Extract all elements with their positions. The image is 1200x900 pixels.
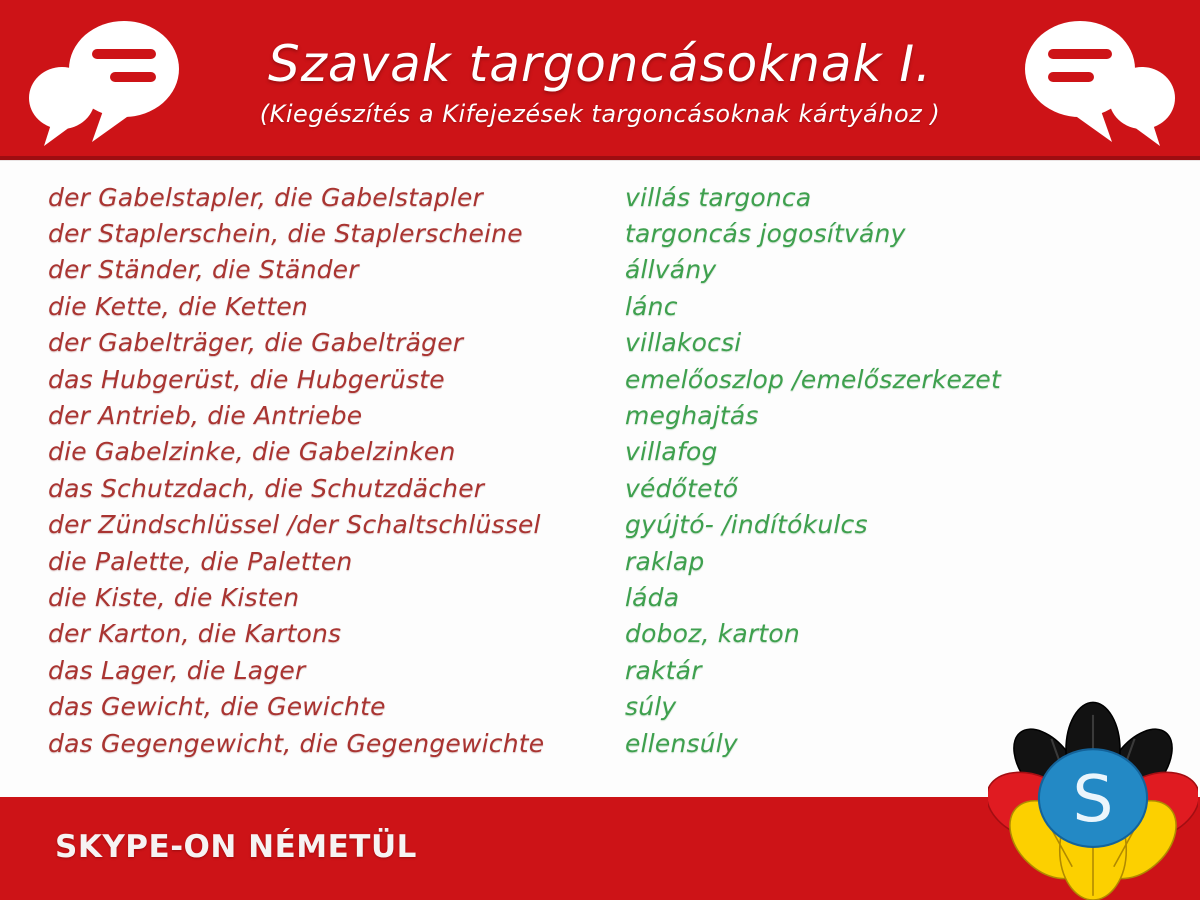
hungarian-translation: láda xyxy=(625,582,680,612)
german-term: der Gabelträger, die Gabelträger xyxy=(48,328,464,358)
german-term: das Hubgerüst, die Hubgerüste xyxy=(48,364,445,394)
vocab-row xyxy=(48,470,1200,506)
chat-bubbles-icon-mirrored xyxy=(1017,16,1182,148)
vocab-row xyxy=(48,434,1200,470)
hungarian-translation: villakocsi xyxy=(625,328,742,358)
chat-bubbles-icon xyxy=(22,16,187,148)
german-term: der Karton, die Kartons xyxy=(48,619,342,649)
german-term: die Kiste, die Kisten xyxy=(48,582,300,612)
hungarian-translation: meghajtás xyxy=(625,401,759,431)
skype-s-letter: S xyxy=(1072,761,1114,837)
hungarian-translation: gyújtó- /indítókulcs xyxy=(625,510,868,540)
hungarian-translation: targoncás jogosítvány xyxy=(625,219,906,249)
german-term: der Zündschlüssel /der Schaltschlüssel xyxy=(48,510,541,540)
hungarian-translation: doboz, karton xyxy=(625,619,800,649)
hungarian-translation: raklap xyxy=(625,546,705,576)
german-term: das Schutzdach, die Schutzdächer xyxy=(48,473,485,503)
header-band xyxy=(0,0,1200,160)
hungarian-translation: villafog xyxy=(625,437,718,467)
german-term: der Staplerschein, die Staplerscheine xyxy=(48,219,523,249)
hungarian-translation: lánc xyxy=(625,291,678,321)
german-term: das Gewicht, die Gewichte xyxy=(48,692,386,722)
german-term: die Palette, die Paletten xyxy=(48,546,353,576)
hungarian-translation: ellensúly xyxy=(625,728,738,758)
vocab-row xyxy=(48,325,1200,361)
german-term: die Kette, die Ketten xyxy=(48,291,308,321)
vocab-row xyxy=(48,397,1200,433)
german-term: der Antrieb, die Antriebe xyxy=(48,401,363,431)
german-term: der Ständer, die Ständer xyxy=(48,255,359,285)
hungarian-translation: raktár xyxy=(625,655,702,685)
hungarian-translation: emelőoszlop /emelőszerkezet xyxy=(625,364,1002,394)
vocab-row xyxy=(48,179,1200,215)
flower-skype-logo xyxy=(988,692,1198,900)
german-term: das Lager, die Lager xyxy=(48,655,306,685)
german-term: das Gegengewicht, die Gegengewichte xyxy=(48,728,545,758)
hungarian-translation: villás targonca xyxy=(625,182,812,212)
vocab-row xyxy=(48,616,1200,652)
vocab-row xyxy=(48,252,1200,288)
hungarian-translation: állvány xyxy=(625,255,717,285)
hungarian-translation: súly xyxy=(625,692,677,722)
vocab-row xyxy=(48,543,1200,579)
page-subtitle: (Kiegészítés a Kifejezések targoncásoknak kártyához ) xyxy=(259,100,941,129)
vocab-row xyxy=(48,288,1200,324)
german-term: die Gabelzinke, die Gabelzinken xyxy=(48,437,456,467)
vocab-row xyxy=(48,652,1200,688)
page-title: Szavak targoncásoknak I. xyxy=(267,34,933,93)
vocab-row xyxy=(48,361,1200,397)
vocab-row xyxy=(48,579,1200,615)
german-term: der Gabelstapler, die Gabelstapler xyxy=(48,182,484,212)
vocab-row xyxy=(48,507,1200,543)
brand-label: SKYPE-ON NÉMETÜL xyxy=(55,828,417,865)
hungarian-translation: védőtető xyxy=(625,473,739,503)
vocab-row xyxy=(48,215,1200,251)
